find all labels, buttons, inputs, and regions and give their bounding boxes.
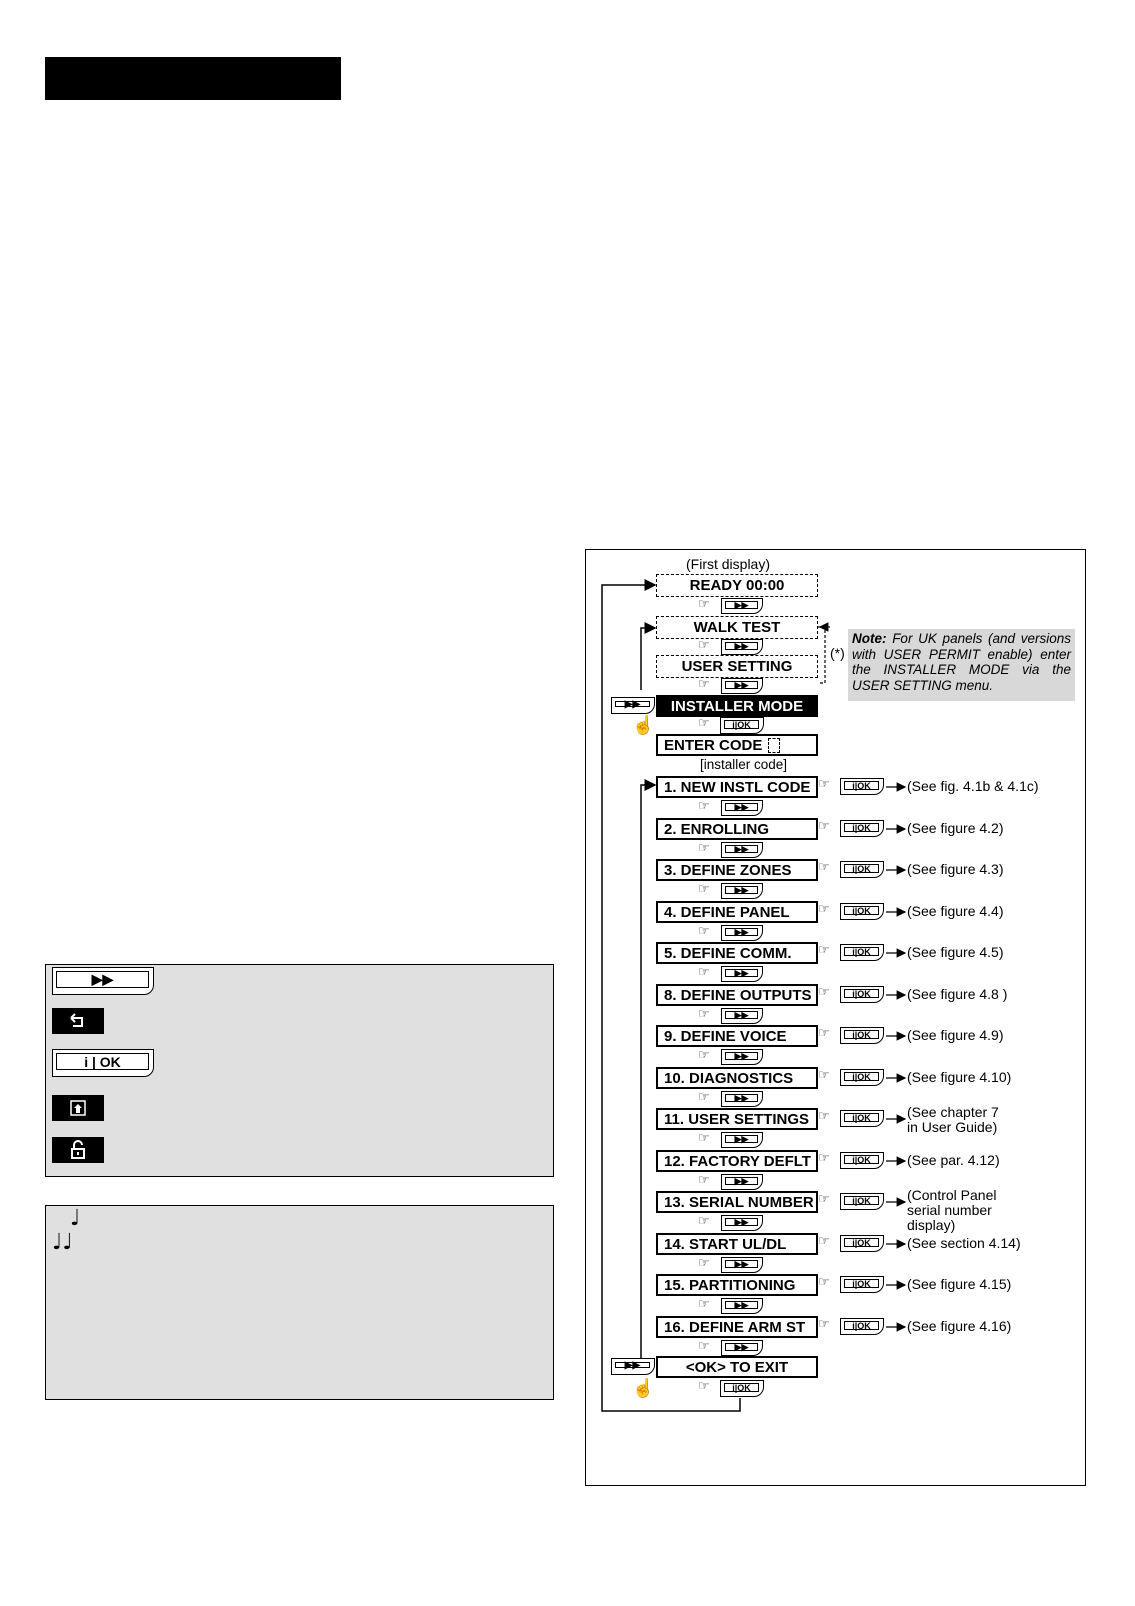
menu-item-7-ok-icon: i|OK (840, 1027, 884, 1044)
menu-item-10: 12. FACTORY DEFLT (656, 1150, 818, 1172)
menu-item-13-next-icon: ▶▶ (721, 1298, 763, 1314)
menu-item-3-ok-icon: i|OK (840, 861, 884, 878)
info-label: i (84, 1053, 89, 1070)
menu-item-11-hand-icon: ☞ (818, 1191, 830, 1206)
menu-item-3-hand-icon: ☞ (818, 859, 830, 874)
menu-item-12-next-icon: ▶▶ (721, 1257, 763, 1273)
menu-item-13-ok-icon: i|OK (840, 1276, 884, 1293)
menu-item-13-hand-icon: ☞ (698, 1296, 710, 1311)
installer-mode-display: INSTALLER MODE (656, 695, 818, 717)
menu-item-7-hand-icon: ☞ (818, 1025, 830, 1040)
menu-item-13-reference: (See figure 4.15) (907, 1276, 1012, 1292)
single-note-icon: ♩ (70, 1206, 81, 1231)
menu-item-12-reference: (See section 4.14) (907, 1235, 1021, 1251)
next-key-icon: ▶▶ (52, 967, 154, 995)
next-key-exit-icon: ▶▶ (611, 1358, 655, 1375)
menu-item-5-next-icon: ▶▶ (721, 966, 763, 982)
walk-test-display: WALK TEST (656, 616, 818, 639)
menu-item-14-reference: (See figure 4.16) (907, 1318, 1012, 1334)
user-setting-next-icon: ▶▶ (721, 678, 763, 694)
menu-item-6-next-icon: ▶▶ (721, 1008, 763, 1024)
menu-item-6-hand-icon: ☞ (818, 984, 830, 999)
user-setting-hand-icon: ☞ (698, 676, 710, 691)
menu-item-13: 15. PARTITIONING (656, 1274, 818, 1296)
menu-item-5-reference: (See figure 4.5) (907, 944, 1004, 960)
menu-item-6-reference: (See figure 4.8 ) (907, 986, 1008, 1002)
menu-item-8-ok-icon: i|OK (840, 1069, 884, 1086)
menu-item-1-next-icon: ▶▶ (721, 800, 763, 816)
menu-item-9-hand-icon: ☞ (698, 1130, 710, 1145)
enter-code-label: ENTER CODE (664, 736, 763, 754)
menu-item-9-hand-icon: ☞ (818, 1108, 830, 1123)
installer-code-hint: [installer code] (700, 757, 788, 772)
menu-item-12-ok-icon: i|OK (840, 1235, 884, 1252)
menu-item-12: 14. START UL/DL (656, 1233, 818, 1255)
next-key-installer-icon: ▶▶ (611, 697, 655, 714)
menu-item-11-ok-icon: i|OK (840, 1193, 884, 1210)
ready-display: READY 00:00 (656, 574, 818, 597)
menu-item-4: 4. DEFINE PANEL (656, 901, 818, 923)
menu-item-1-hand-icon: ☞ (818, 776, 830, 791)
menu-item-9-ok-icon: i|OK (840, 1110, 884, 1127)
menu-item-11: 13. SERIAL NUMBER (656, 1191, 818, 1213)
menu-item-10-reference: (See par. 4.12) (907, 1152, 1000, 1168)
installer-mode-ok-icon: i|OK (720, 717, 764, 734)
menu-item-7-next-icon: ▶▶ (721, 1049, 763, 1065)
ok-to-exit-display: <OK> TO EXIT (656, 1356, 818, 1378)
menu-item-10-hand-icon: ☞ (818, 1150, 830, 1165)
user-setting-display: USER SETTING (656, 655, 818, 678)
hand-press-exit-icon: ☝ (632, 1378, 655, 1398)
menu-item-7-reference: (See figure 4.9) (907, 1027, 1004, 1043)
exit-ok-icon: i|OK (720, 1380, 764, 1397)
menu-item-9: 11. USER SETTINGS (656, 1108, 818, 1130)
menu-item-4-hand-icon: ☞ (818, 901, 830, 916)
menu-item-3-reference: (See figure 4.3) (907, 861, 1004, 877)
cursor-icon (768, 738, 780, 753)
menu-item-3: 3. DEFINE ZONES (656, 859, 818, 881)
menu-item-6-hand-icon: ☞ (698, 1006, 710, 1021)
asterisk-marker: (*) (830, 645, 845, 661)
menu-item-6-ok-icon: i|OK (840, 986, 884, 1003)
menu-item-4-hand-icon: ☞ (698, 923, 710, 938)
menu-item-8-hand-icon: ☞ (818, 1067, 830, 1082)
menu-item-10-ok-icon: i|OK (840, 1152, 884, 1169)
menu-item-5-hand-icon: ☞ (818, 942, 830, 957)
exit-hand-icon: ☞ (698, 1378, 710, 1393)
menu-item-11-next-icon: ▶▶ (721, 1215, 763, 1231)
menu-item-14: 16. DEFINE ARM ST (656, 1316, 818, 1338)
menu-item-4-ok-icon: i|OK (840, 903, 884, 920)
first-display-caption: (First display) (686, 556, 771, 572)
menu-item-3-hand-icon: ☞ (698, 881, 710, 896)
menu-item-5-ok-icon: i|OK (840, 944, 884, 961)
ok-key-icon: i | OK (52, 1049, 154, 1077)
menu-item-12-hand-icon: ☞ (698, 1255, 710, 1270)
menu-item-8-next-icon: ▶▶ (721, 1091, 763, 1107)
menu-item-7-hand-icon: ☞ (698, 1047, 710, 1062)
menu-item-5: 5. DEFINE COMM. (656, 942, 818, 964)
menu-item-14-hand-icon: ☞ (698, 1338, 710, 1353)
menu-item-14-next-icon: ▶▶ (721, 1340, 763, 1356)
menu-item-2: 2. ENROLLING (656, 818, 818, 840)
note-label: Note: (852, 631, 887, 646)
menu-item-8-hand-icon: ☞ (698, 1089, 710, 1104)
menu-item-8: 10. DIAGNOSTICS (656, 1067, 818, 1089)
menu-item-10-next-icon: ▶▶ (721, 1174, 763, 1190)
menu-item-2-next-icon: ▶▶ (721, 842, 763, 858)
uk-panels-note (848, 629, 1075, 701)
menu-item-3-next-icon: ▶▶ (721, 883, 763, 899)
menu-item-11-hand-icon: ☞ (698, 1213, 710, 1228)
menu-item-11-reference: (Control Panel serial number display) (907, 1187, 997, 1233)
menu-item-9-next-icon: ▶▶ (721, 1132, 763, 1148)
menu-item-12-hand-icon: ☞ (818, 1233, 830, 1248)
menu-item-14-hand-icon: ☞ (818, 1316, 830, 1331)
menu-item-7: 9. DEFINE VOICE (656, 1025, 818, 1047)
menu-item-13-hand-icon: ☞ (818, 1274, 830, 1289)
walk-test-hand-icon: ☞ (698, 637, 710, 652)
menu-item-6: 8. DEFINE OUTPUTS (656, 984, 818, 1006)
menu-item-9-reference: (See chapter 7 in User Guide) (907, 1104, 999, 1135)
menu-item-5-hand-icon: ☞ (698, 964, 710, 979)
walk-test-next-icon: ▶▶ (721, 639, 763, 655)
hand-press-icon: ☝ (632, 715, 655, 735)
enter-code-display (656, 734, 818, 756)
double-note-icon: ♩♩ (52, 1230, 73, 1255)
menu-item-1-reference: (See fig. 4.1b & 4.1c) (907, 778, 1039, 794)
ready-next-icon: ▶▶ (721, 598, 763, 614)
menu-item-2-ok-icon: i|OK (840, 820, 884, 837)
menu-item-4-next-icon: ▶▶ (721, 925, 763, 941)
menu-item-10-hand-icon: ☞ (698, 1172, 710, 1187)
menu-item-4-reference: (See figure 4.4) (907, 903, 1004, 919)
menu-item-8-reference: (See figure 4.10) (907, 1069, 1012, 1085)
installer-mode-hand-icon: ☞ (698, 715, 710, 730)
menu-item-2-hand-icon: ☞ (818, 818, 830, 833)
menu-item-1-hand-icon: ☞ (698, 798, 710, 813)
menu-item-14-ok-icon: i|OK (840, 1318, 884, 1335)
menu-item-2-hand-icon: ☞ (698, 840, 710, 855)
note-text: For UK panels (and versions with USER PERMIT enable) enter the INSTALLER MODE via the USER SETTING menu. (852, 631, 1071, 693)
menu-item-1: 1. NEW INSTL CODE (656, 776, 818, 798)
ready-hand-icon: ☞ (698, 596, 710, 611)
menu-item-2-reference: (See figure 4.2) (907, 820, 1004, 836)
ok-label: OK (99, 1053, 121, 1070)
menu-item-1-ok-icon: i|OK (840, 778, 884, 795)
